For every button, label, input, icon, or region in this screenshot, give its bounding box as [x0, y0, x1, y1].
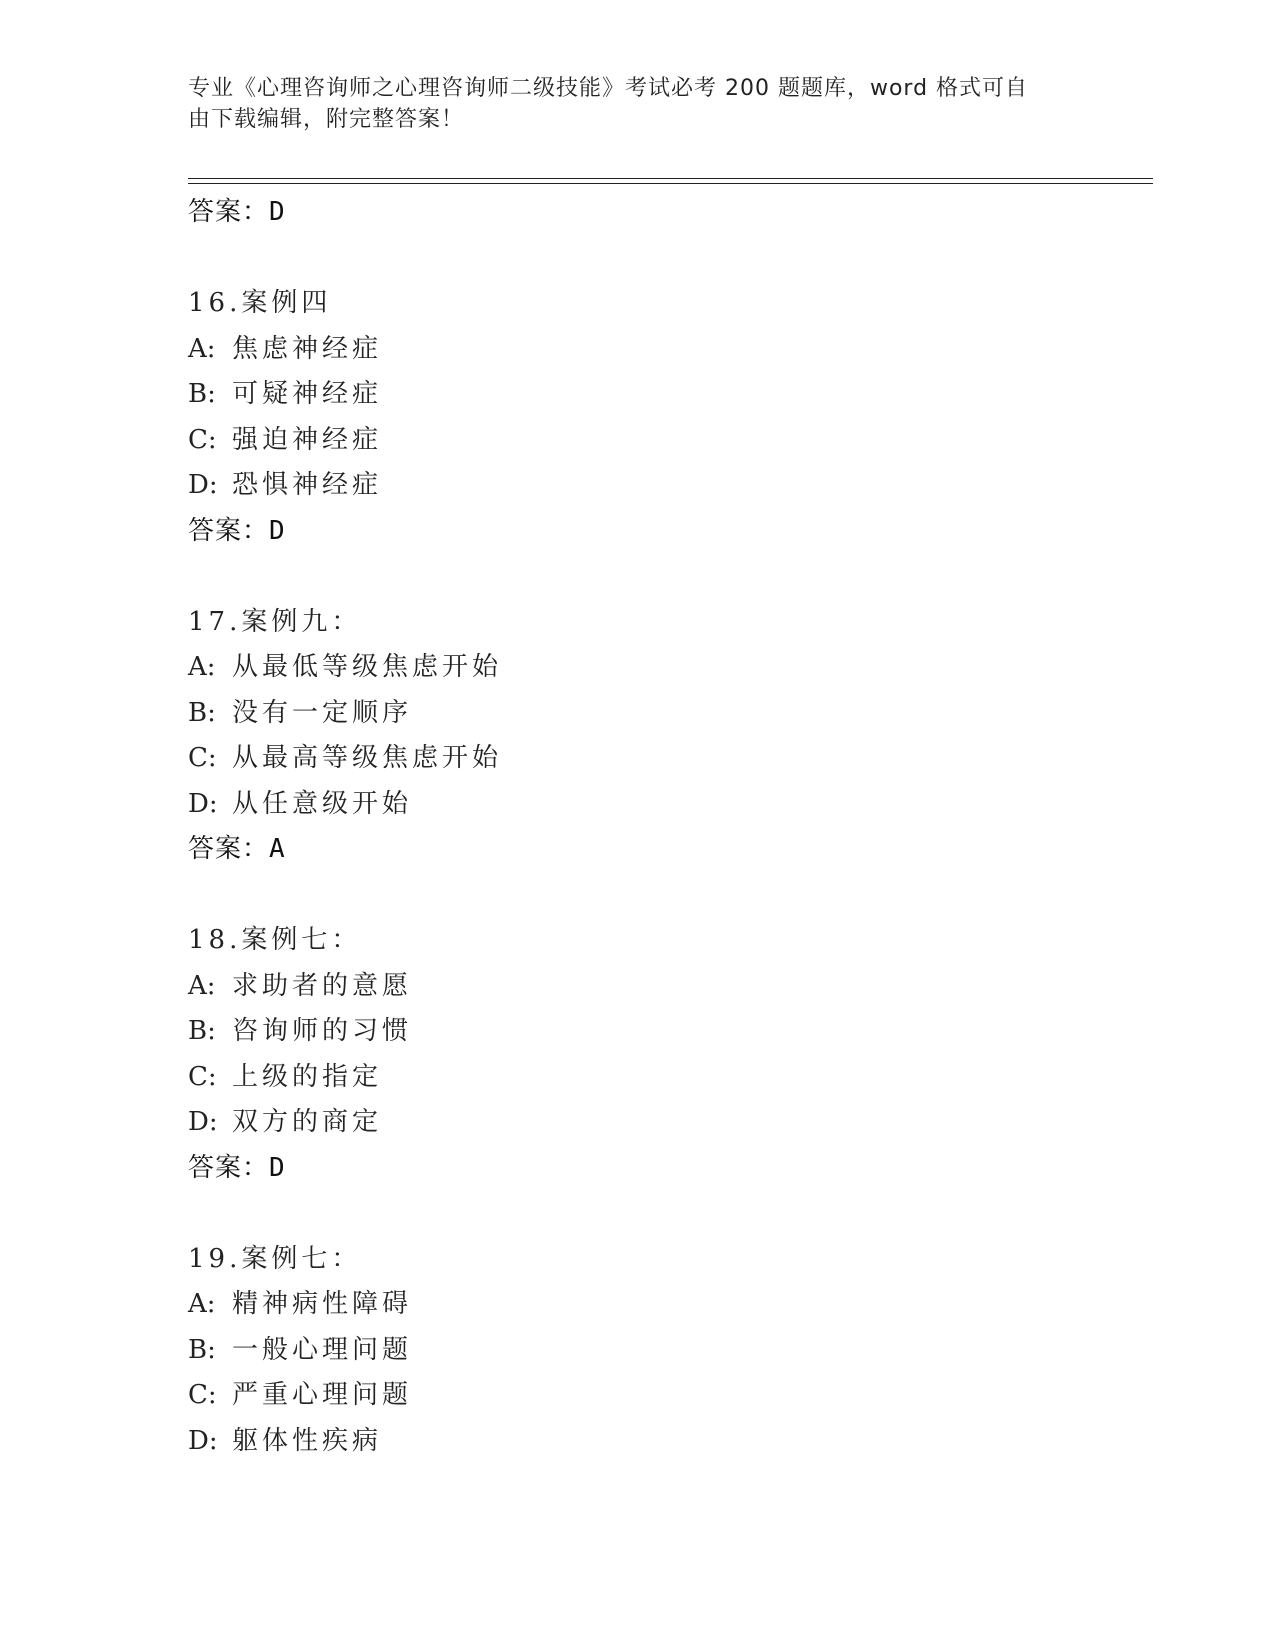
header-line-1: 专业《心理咨询师之心理咨询师二级技能》考试必考 200 题题库，word 格式可自	[188, 76, 1029, 101]
option-b	[188, 372, 1148, 418]
option-key: B:	[188, 1334, 216, 1365]
answer-label: 答案：	[188, 197, 270, 227]
option-key: C:	[188, 1380, 217, 1410]
option-key: B:	[188, 697, 216, 728]
answer-line	[188, 509, 1148, 554]
option-d	[188, 782, 1148, 828]
spacer	[188, 554, 1148, 600]
option-key: C:	[188, 1061, 217, 1092]
option-key: A:	[188, 970, 216, 1001]
question-list	[188, 190, 1148, 1464]
option-key: B:	[188, 379, 216, 409]
option-text: 精神病性障碍	[232, 1289, 413, 1319]
answer-value: D	[269, 197, 286, 227]
option-text: 焦虑神经症	[232, 333, 383, 364]
option-b	[188, 1009, 1148, 1055]
option-a	[188, 645, 1148, 691]
header-line-2: 由下载编辑，附完整答案！	[188, 107, 465, 132]
option-text: 双方的商定	[232, 1107, 383, 1137]
question-title: 16.案例四	[188, 288, 332, 318]
option-c	[188, 418, 1148, 464]
option-a	[188, 327, 1148, 373]
option-text: 上级的指定	[232, 1061, 383, 1092]
option-key: C:	[188, 424, 217, 455]
option-text: 从任意级开始	[232, 788, 413, 819]
spacer	[188, 1191, 1148, 1237]
option-b	[188, 691, 1148, 737]
answer-value: D	[269, 1152, 286, 1183]
option-key: C:	[188, 743, 217, 773]
option-text: 一般心理问题	[232, 1334, 413, 1365]
document-header	[188, 73, 1068, 135]
option-key: D:	[188, 788, 218, 819]
option-text: 求助者的意愿	[232, 970, 413, 1001]
option-key: A:	[188, 652, 216, 682]
option-key: D:	[188, 1425, 218, 1456]
answer-line	[188, 827, 1148, 872]
answer-line	[188, 1146, 1148, 1191]
option-text: 严重心理问题	[232, 1380, 413, 1410]
option-b	[188, 1328, 1148, 1374]
option-c	[188, 736, 1148, 782]
option-text: 强迫神经症	[232, 424, 383, 455]
answer-label: 答案：	[188, 1152, 270, 1183]
option-d	[188, 463, 1148, 509]
option-key: A:	[188, 1289, 216, 1319]
option-text: 咨询师的习惯	[232, 1016, 413, 1046]
option-key: A:	[188, 333, 216, 364]
answer-line	[188, 190, 1148, 235]
header-divider-top	[188, 178, 1153, 179]
option-text: 恐惧神经症	[232, 470, 383, 500]
option-d	[188, 1100, 1148, 1146]
answer-label: 答案：	[188, 515, 270, 546]
answer-value: D	[269, 515, 286, 546]
option-d	[188, 1419, 1148, 1465]
option-text: 从最低等级焦虑开始	[232, 652, 503, 682]
option-key: D:	[188, 470, 218, 500]
option-a	[188, 1282, 1148, 1328]
option-key: D:	[188, 1107, 218, 1137]
question-title: 19.案例七：	[188, 1243, 362, 1274]
option-text: 可疑神经症	[232, 379, 383, 409]
option-text: 没有一定顺序	[232, 697, 413, 728]
option-text: 从最高等级焦虑开始	[232, 743, 503, 773]
answer-value: A	[269, 834, 286, 864]
question-title: 18.案例七：	[188, 925, 362, 955]
option-c	[188, 1055, 1148, 1101]
spacer	[188, 872, 1148, 918]
question-title: 17.案例九：	[188, 606, 362, 637]
option-a	[188, 964, 1148, 1010]
header-divider-bottom	[188, 183, 1153, 184]
option-key: B:	[188, 1016, 216, 1046]
option-c	[188, 1373, 1148, 1419]
spacer	[188, 235, 1148, 281]
answer-label: 答案：	[188, 834, 270, 864]
option-text: 躯体性疾病	[232, 1425, 383, 1456]
